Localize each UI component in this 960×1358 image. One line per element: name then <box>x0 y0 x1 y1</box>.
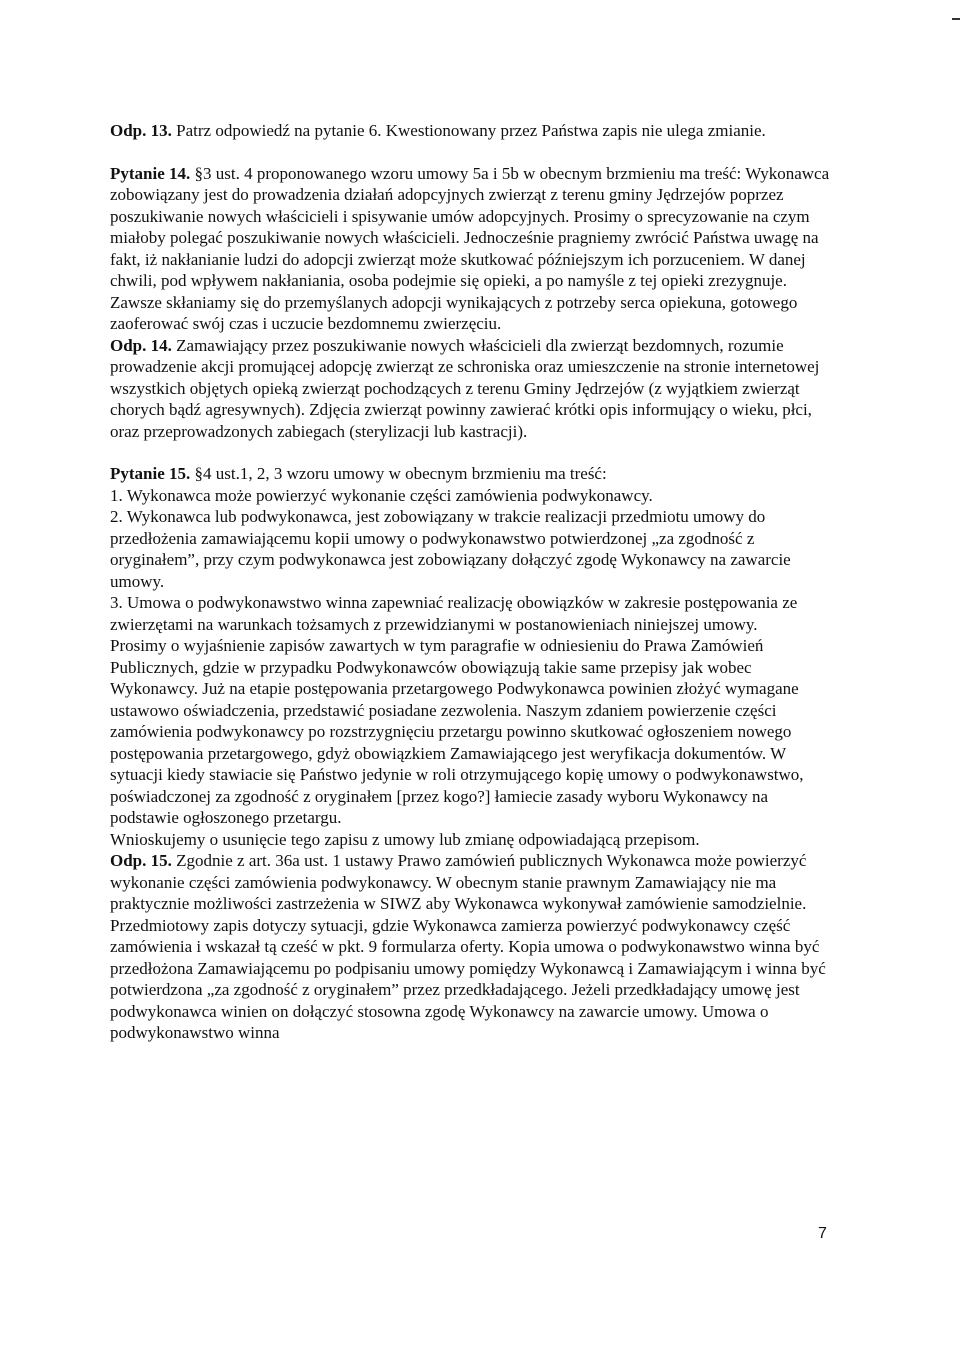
paragraph-gap <box>110 142 840 163</box>
paragraph <box>110 120 840 142</box>
paragraph <box>110 506 840 592</box>
paragraph-text: §4 ust.1, 2, 3 wzoru umowy w obecnym brzmieniu ma treść: <box>190 464 607 483</box>
paragraph-text: Patrz odpowiedź na pytanie 6. Kwestionowany przez Państwa zapis nie ulega zmianie. <box>171 121 766 140</box>
paragraph-label: Pytanie 15. <box>110 464 191 483</box>
paragraph <box>110 335 840 443</box>
paragraph <box>110 635 840 829</box>
paragraph-text: §3 ust. 4 proponowanego wzoru umowy 5a i 5b w obecnym brzmieniu ma treść: Wykonawca zobowiązany jest do prowadzenia działań adopcyjnych zwierząt z terenu gminy Jędrzejów poprzez poszukiwanie nowych właścicieli i spisywanie umów adopcyjnych. Prosimy o sprecyzowanie na czym miałoby polegać poszukiwanie nowych właścicieli. Jednocześnie pragniemy zwrócić Państwa uwagę na fakt, iż nakłanianie ludzi do adopcji zwierząt może skutkować późniejszym ich porzuceniem. W danej chwili, pod wpływem nakłaniania, osoba podejmie się opieki, a po namyśle z tej opieki zrezygnuje. Zawsze skłaniamy się do przemyślanych adopcji wynikających z potrzeby serca opiekuna, gotowego zaoferować swój czas i uczucie bezdomnemu zwierzęciu. <box>110 163 830 333</box>
paragraph-text: 1. Wykonawca może powierzyć wykonanie części zamówienia podwykonawcy. <box>110 485 653 505</box>
scan-mark <box>952 18 960 20</box>
paragraph-label: Pytanie 14. <box>110 163 191 183</box>
paragraph-text: Przedmiotowy zapis dotyczy sytuacji, gdzie Wykonawca zamierza powierzyć podwykonawcy część zamówienia i wskazał tą cześć w pkt. 9 formularza oferty. Kopia umowa o podwykonawstwo winna być przedłożona Zamawiającemu po podpisaniu umowy pomiędzy Wykonawcą i Zamawiającym i winna być potwierdzona „za zgodność z oryginałem” przez przedkładającego. Jeżeli przedkładający umowę jest podwykonawca winien on dołączyć stosowna zgodę Wykonawcy na zawarcie umowy. Umowa o podwykonawstwo winna <box>110 915 826 1042</box>
paragraph-gap <box>110 442 840 463</box>
paragraph-label: Odp. 13. <box>110 121 172 140</box>
paragraph-text: Zgodnie z art. 36a ust. 1 ustawy Prawo zamówień publicznych Wykonawca może powierzyć wykonanie części zamówienia podwykonawcy. W obecnym stanie prawnym Zamawiający nie ma praktycznie możliwości zastrzeżenia w SIWZ aby Wykonawca wykonywał zamówienie samodzielnie. <box>110 851 807 913</box>
paragraph-label: Odp. 15. <box>110 851 172 870</box>
paragraph-text: Prosimy o wyjaśnienie zapisów zawartych w tym paragrafie w odniesieniu do Prawa Zamówień Publicznych, gdzie w przypadku Podwykonawców obowiązują takie same przepisy jak wobec Wykonawcy. Już na etapie postępowania przetargowego Podwykonawca powinien złożyć wymagane ustawowo oświadczenia, przedstawić posiadane zezwolenia. Naszym zdaniem powierzenie części zamówienia podwykonawcy po rozstrzygnięciu przetargu powinno skutkować ogłoszeniem nowego postępowania przetargowego, gdyż obowiązkiem Zamawiającego jest weryfikacja dokumentów. W sytuacji kiedy stawiacie się Państwo jedynie w roli otrzymującego kopię umowy o podwykonawstwo, poświadczonej za zgodność z oryginałem [przez kogo?] łamiecie zasady wyboru Wykonawcy na podstawie ogłoszonego przetargu. <box>110 636 804 827</box>
page-number: 7 <box>818 1225 827 1242</box>
paragraph-text: 2. Wykonawca lub podwykonawca, jest zobowiązany w trakcie realizacji przedmiotu umowy do przedłożenia zamawiającemu kopii umowy o podwykonawstwo potwierdzonej „za zgodność z oryginałem”, przy czym podwykonawca jest zobowiązany dołączyć zgodę Wykonawcy na zawarcie umowy. <box>110 507 791 591</box>
paragraph <box>110 463 840 485</box>
paragraph <box>110 163 840 335</box>
paragraph <box>110 829 840 851</box>
paragraph <box>110 850 840 915</box>
paragraph-text: Zamawiający przez poszukiwanie nowych właścicieli dla zwierząt bezdomnych, rozumie prowadzenie akcji promującej adopcję zwierząt ze schroniska oraz umieszczenie na stronie internetowej wszystkich objętych opieką zwierząt pochodzących z terenu Gminy Jędrzejów (z wyjątkiem zwierząt chorych bądź agresywnych). Zdjęcia zwierząt powinny zawierać krótki opis informujący o wieku, płci, oraz przeprowadzonych zabiegach (sterylizacji lub kastracji). <box>110 335 820 441</box>
document-body <box>110 120 840 1044</box>
paragraph <box>110 485 840 507</box>
paragraph <box>110 915 840 1044</box>
paragraph <box>110 592 840 635</box>
paragraph-label: Odp. 14. <box>110 335 172 355</box>
paragraph-text: Wnioskujemy o usunięcie tego zapisu z umowy lub zmianę odpowiadającą przepisom. <box>110 829 700 849</box>
paragraph-text: 3. Umowa o podwykonawstwo winna zapewniać realizację obowiązków w zakresie postępowania ze zwierzętami na warunkach tożsamych z przewidzianymi w postanowieniach niniejszej umowy. <box>110 593 798 634</box>
